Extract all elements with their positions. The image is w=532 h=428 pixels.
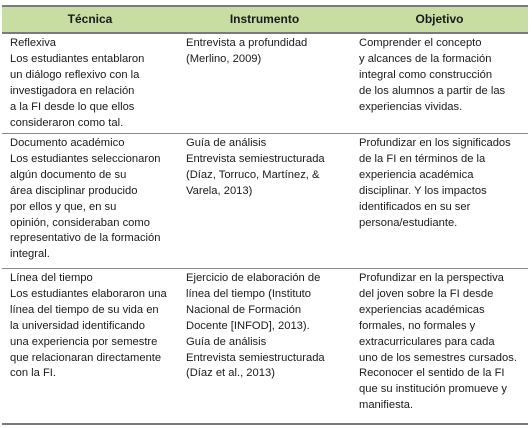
cell-line: Documento académico: [10, 137, 125, 149]
cell-line: con la FI.: [10, 367, 57, 380]
cell-line: experiencia académica: [359, 168, 474, 181]
cell-line: Los estudiantes elaboraron una: [10, 287, 167, 300]
cell-line: (Merlino, 2009): [186, 52, 262, 65]
cell-line: opinión, consideraban como: [10, 216, 150, 229]
cell-objetivo: [351, 269, 528, 425]
cell-line: manifiesta.: [359, 399, 414, 412]
cell-line: línea del tiempo de su vida en: [10, 303, 159, 316]
cell-objetivo: [351, 33, 528, 134]
cell-line: consideraron como tal.: [10, 116, 124, 129]
cell-line: experiencias académicas: [359, 303, 485, 316]
header-row: [2, 6, 528, 33]
cell-line: un diálogo reflexivo con la: [10, 68, 140, 81]
cell-line: línea del tiempo (Instituto: [186, 287, 311, 300]
cell-line: por ellos y que, en su: [10, 200, 117, 213]
cell-instrumento: [178, 33, 351, 134]
techniques-table: [2, 5, 528, 425]
cell-line: de los alumnos a partir de las: [359, 84, 506, 97]
table-row: [2, 269, 528, 425]
cell-objetivo: [351, 134, 528, 269]
cell-line: que relacionaran directamente: [10, 351, 162, 364]
cell-line: que su institución promueve y: [359, 383, 508, 396]
cell-line: Entrevista semiestructurada: [186, 351, 325, 364]
cell-line: Profundizar en la perspectiva: [359, 272, 504, 284]
cell-line: integral.: [10, 248, 50, 261]
table-header: [2, 6, 528, 33]
cell-line: y alcances de la formación: [359, 52, 492, 65]
cell-line: una experiencia por semestre: [10, 335, 158, 348]
cell-instrumento: [178, 134, 351, 269]
cell-line: extracurriculares para cada: [359, 335, 495, 348]
cell-tecnica: [2, 269, 178, 425]
cell-line: a la FI desde lo que ellos: [10, 100, 135, 113]
cell-line: algún documento de su: [10, 168, 127, 181]
table-row: [2, 33, 528, 134]
cell-line: Reconocer el sentido de la FI: [359, 367, 505, 380]
cell-line: Ejercicio de elaboración de: [186, 272, 321, 284]
cell-line: Los estudiantes entablaron: [10, 52, 145, 65]
cell-line: experiencias vividas.: [359, 100, 463, 113]
table-body: [2, 33, 528, 424]
cell-line: del joven sobre la FI desde: [359, 287, 494, 300]
cell-tecnica: [2, 33, 178, 134]
cell-line: uno de los semestres cursados.: [359, 351, 517, 364]
cell-line: Nacional de Formación: [186, 303, 302, 316]
cell-line: la universidad identificando: [10, 319, 145, 332]
cell-line: (Díaz, Torruco, Martínez, &: [186, 168, 320, 181]
cell-line: Comprender el concepto: [359, 37, 482, 49]
cell-line: Línea del tiempo: [10, 272, 93, 284]
cell-line: identificados en su ser: [359, 200, 471, 213]
header-instrumento: Instrumento: [178, 6, 351, 33]
cell-line: investigadora en relación: [10, 84, 135, 97]
cell-line: Los estudiantes seleccionaron: [10, 152, 161, 165]
cell-line: representativo de la formación: [10, 232, 161, 245]
cell-line: Docente [INFOD], 2013).: [186, 319, 310, 332]
cell-line: Profundizar en los significados: [359, 137, 511, 149]
cell-line: Varela, 2013): [186, 184, 253, 197]
cell-line: Entrevista a profundidad: [186, 37, 308, 49]
cell-line: integral como construcción: [359, 68, 493, 81]
cell-tecnica: [2, 134, 178, 269]
header-tecnica: Técnica: [2, 6, 178, 33]
cell-line: persona/estudiante.: [359, 216, 458, 229]
cell-line: Entrevista semiestructurada: [186, 152, 325, 165]
cell-line: Reflexiva: [10, 37, 57, 49]
cell-line: disciplinar. Y los impactos: [359, 184, 487, 197]
cell-line: Guía de análisis: [186, 137, 267, 149]
cell-line: de la FI en términos de la: [359, 152, 486, 165]
cell-line: (Díaz et al., 2013): [186, 367, 275, 380]
header-objetivo: Objetivo: [351, 6, 528, 33]
cell-line: Guía de análisis: [186, 335, 267, 348]
cell-instrumento: [178, 269, 351, 425]
cell-line: área disciplinar producido: [10, 184, 138, 197]
table-row: [2, 134, 528, 269]
cell-line: formales, no formales y: [359, 319, 476, 332]
